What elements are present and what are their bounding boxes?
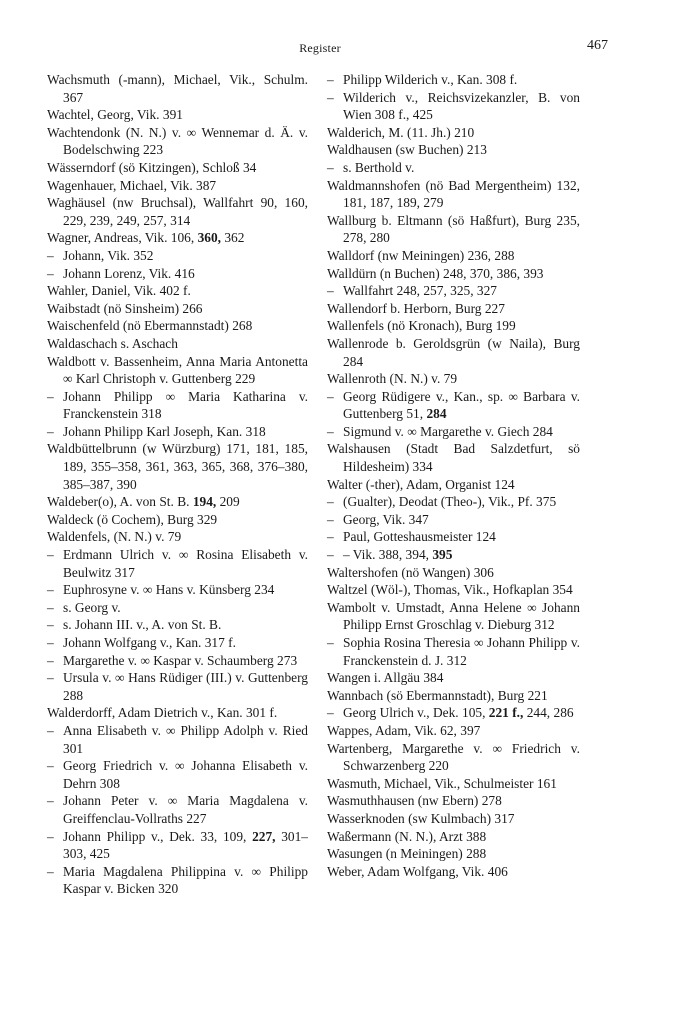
entry-text: Wässerndorf (sö Kitzingen), Schloß 34 (47, 159, 257, 175)
entry-text: Waldbott v. Bassenheim, Anna Maria Antonetta ∞ Karl Christoph v. Guttenberg 229 (47, 353, 308, 387)
index-entry (47, 282, 308, 300)
index-entry: – Anna Elisabeth v. ∞ Philipp Adolph v. Ried 301 (47, 722, 308, 756)
index-entry (327, 740, 580, 775)
index-entry: – Georg Friedrich v. ∞ Johanna Elisabeth v. Dehrn 308 (47, 758, 308, 791)
index-entry (327, 828, 580, 846)
entry-text: Wartenberg, Margarethe v. ∞ Friedrich v. Schwarzenberg 220 (327, 740, 580, 774)
index-entry (327, 775, 580, 793)
index-entry (47, 124, 308, 159)
entry-text: – Vik. 388, 394, (343, 547, 433, 563)
page-header (0, 38, 700, 58)
entry-text: Wasmuthhausen (nw Ebern) 278 (327, 793, 502, 809)
index-entry (327, 476, 580, 494)
index-entry (327, 317, 580, 335)
entry-bold-page: 360, (197, 230, 221, 246)
index-entry: – Paul, Gotteshausmeister 124 (327, 529, 496, 545)
index-entry (47, 300, 308, 318)
index-entry (47, 440, 308, 493)
entry-text: Wahler, Daniel, Vik. 402 f. (47, 283, 191, 299)
entry-text: Waldbüttelbrunn (w Würzburg) 171, 181, 185, 189, 355–358, 361, 363, 365, 368, 376–380, 385–387, 390 (47, 441, 308, 492)
entry-text: Georg Friedrich v. ∞ Johanna Elisabeth v. Dehrn 308 (63, 758, 308, 791)
entry-text: Wappes, Adam, Vik. 62, 397 (327, 722, 481, 738)
index-entry: – Margarethe v. ∞ Kaspar v. Schaumberg 273 (47, 652, 298, 668)
entry-text: Waldenfels, (N. N.) v. 79 (47, 529, 182, 545)
index-column-right (327, 71, 580, 880)
index-entry: – Wilderich v., Reichsvizekanzler, B. von Wien 308 f., 425 (327, 89, 580, 123)
entry-text: Margarethe v. ∞ Kaspar v. Schaumberg 273 (63, 652, 298, 668)
index-entry (47, 317, 308, 335)
running-title: Register (299, 41, 341, 55)
entry-text: Wachsmuth (-mann), Michael, Vik., Schulm. 367 (47, 72, 308, 105)
index-entry: – s. Berthold v. (327, 159, 415, 175)
index-entry (47, 159, 308, 177)
entry-text: Walldorf (nw Meiningen) 236, 288 (327, 247, 515, 263)
entry-bold-page: 221 f., (488, 705, 524, 721)
index-entry: – Euphrosyne v. ∞ Hans v. Künsberg 234 (47, 582, 275, 598)
entry-text: Waldaschach s. Aschach (47, 335, 178, 351)
entry-text: Philipp Wilderich v., Kan. 308 f. (343, 72, 518, 87)
entry-bold-page: 227, (252, 828, 276, 844)
entry-bold-page: 194, (192, 494, 217, 510)
entry-bold-page: 395 (432, 547, 453, 563)
index-entry (327, 212, 580, 247)
entry-text-after: 301–303, 425 (63, 828, 308, 862)
entry-text: Waßermann (N. N.), Arzt 388 (327, 828, 487, 844)
index-entry (47, 528, 308, 546)
index-entry: – Johann Peter v. ∞ Maria Magdalena v. Greiffenclau-Vollraths 227 (47, 793, 308, 826)
entry-text: Waghäusel (nw Bruchsal), Wallfahrt 90, 160, 229, 239, 249, 257, 314 (47, 195, 308, 228)
entry-text: Walderich, M. (11. Jh.) 210 (327, 124, 475, 140)
entry-text: Wannbach (sö Ebermannstadt), Burg 221 (327, 687, 548, 703)
entry-text: Johann Philipp ∞ Maria Katharina v. Franckenstein 318 (63, 388, 308, 422)
index-entry: – Johann, Vik. 352 (47, 247, 154, 263)
entry-text: Wilderich v., Reichsvizekanzler, B. von Wien 308 f., 425 (343, 89, 580, 123)
entry-text: s. Georg v. (63, 599, 121, 615)
entry-text-after: 209 (216, 494, 240, 510)
entry-text: Johann, Vik. 352 (63, 247, 154, 263)
index-entry (47, 511, 308, 529)
index-entry: – Erdmann Ulrich v. ∞ Rosina Elisabeth v. Beulwitz 317 (47, 547, 308, 580)
index-entry (327, 335, 580, 370)
index-entry (47, 335, 308, 353)
entry-text: Wasungen (n Meiningen) 288 (327, 846, 487, 862)
entry-text: Sophia Rosina Theresia ∞ Johann Philipp v. Franckenstein d. J. 312 (343, 635, 580, 668)
entry-text: Waldmannshofen (nö Bad Mergentheim) 132, 181, 187, 189, 279 (327, 177, 580, 211)
entry-text: Waldhausen (sw Buchen) 213 (327, 142, 487, 158)
entry-text: Johann Philipp Karl Joseph, Kan. 318 (63, 423, 266, 439)
index-entry (47, 71, 308, 106)
index-entry: – Johann Philipp Karl Joseph, Kan. 318 (47, 423, 266, 439)
index-entry: – Ursula v. ∞ Hans Rüdiger (III.) v. Guttenberg 288 (47, 670, 308, 703)
index-entry (327, 124, 580, 142)
entry-bold-page: 284 (426, 406, 447, 422)
entry-text: Wasserknoden (sw Kulmbach) 317 (327, 810, 515, 826)
index-entry: – Sigmund v. ∞ Margarethe v. Giech 284 (327, 423, 553, 439)
index-entry: – Georg, Vik. 347 (327, 511, 429, 527)
index-entry (47, 194, 308, 229)
index-entry (47, 177, 308, 195)
index-entry (47, 353, 308, 388)
entry-text: Johann Lorenz, Vik. 416 (63, 265, 195, 281)
index-entry: – Johann Philipp v., Dek. 33, 109, 227, 301–303, 425 (47, 828, 308, 862)
entry-text: (Gualter), Deodat (Theo-), Vik., Pf. 375 (343, 494, 557, 510)
entry-text: Wallenfels (nö Kronach), Burg 199 (327, 318, 516, 334)
entry-text: Walter (-ther), Adam, Organist 124 (327, 476, 515, 492)
entry-text: Johann Peter v. ∞ Maria Magdalena v. Greiffenclau-Vollraths 227 (63, 793, 308, 826)
entry-text: Waldeck (ö Cochem), Burg 329 (47, 511, 218, 527)
entry-text: s. Johann III. v., A. von St. B. (63, 617, 222, 633)
index-entry (327, 370, 580, 388)
entry-text: Wallenroth (N. N.) v. 79 (327, 371, 458, 387)
index-entry (47, 493, 308, 511)
entry-text: Sigmund v. ∞ Margarethe v. Giech 284 (343, 423, 553, 439)
index-entry: – Johann Lorenz, Vik. 416 (47, 265, 195, 281)
entry-text: s. Berthold v. (343, 159, 415, 175)
entry-text: Wangen i. Allgäu 384 (327, 670, 444, 686)
index-entry: – s. Georg v. (47, 599, 121, 615)
entry-text: Waltershofen (nö Wangen) 306 (327, 564, 494, 580)
entry-text: Johann Wolfgang v., Kan. 317 f. (63, 635, 236, 650)
index-entry (327, 792, 580, 810)
index-entry: – Johann Wolfgang v., Kan. 317 f. (47, 635, 236, 650)
index-entry (327, 440, 580, 475)
index-entry: – Maria Magdalena Philippina v. ∞ Philipp Kaspar v. Bicken 320 (47, 863, 308, 897)
entry-text: Anna Elisabeth v. ∞ Philipp Adolph v. Ried 301 (63, 722, 308, 756)
index-entry (327, 669, 580, 687)
entry-text: Weber, Adam Wolfgang, Vik. 406 (327, 863, 508, 879)
entry-text: Waltzel (Wöl-), Thomas, Vik., Hofkaplan 354 (327, 582, 573, 598)
entry-text: Wachtendonk (N. N.) v. ∞ Wennemar d. Ä. v. Bodelschwing 223 (47, 124, 308, 158)
index-entry: – Georg Rüdigere v., Kan., sp. ∞ Barbara v. Guttenberg 51, 284 (327, 388, 580, 422)
index-entry (47, 106, 308, 124)
entry-text: Wagner, Andreas, Vik. 106, (47, 230, 198, 246)
index-entry: – Georg Ulrich v., Dek. 105, 221 f., 244, 286 (327, 705, 574, 721)
entry-text: Wallburg b. Eltmann (sö Haßfurt), Burg 235, 278, 280 (327, 212, 580, 246)
entry-text: Wachtel, Georg, Vik. 391 (47, 107, 183, 123)
index-entry: – Philipp Wilderich v., Kan. 308 f. (327, 72, 518, 87)
entry-text: Johann Philipp v., Dek. 33, 109, (63, 828, 253, 844)
index-entry (327, 300, 580, 318)
entry-text-after: 362 (221, 230, 245, 246)
index-entry: – Sophia Rosina Theresia ∞ Johann Philipp v. Franckenstein d. J. 312 (327, 635, 580, 668)
entry-text: Paul, Gotteshausmeister 124 (343, 529, 496, 545)
index-entry (327, 599, 580, 634)
entry-text: Wallendorf b. Herborn, Burg 227 (327, 300, 505, 316)
entry-text: Wallenrode b. Geroldsgrün (w Naila), Burg 284 (327, 335, 580, 369)
entry-text: Waibstadt (nö Sinsheim) 266 (47, 300, 203, 316)
page-number: 467 (587, 38, 608, 53)
entry-text: Wallfahrt 248, 257, 325, 327 (343, 283, 498, 299)
index-entry (327, 863, 580, 881)
entry-text: Walldürn (n Buchen) 248, 370, 386, 393 (327, 265, 544, 281)
index-entry: – Johann Philipp ∞ Maria Katharina v. Franckenstein 318 (47, 388, 308, 422)
index-entry: – – Vik. 388, 394, 395 (327, 547, 453, 563)
index-entry (327, 564, 580, 582)
entry-text: Walshausen (Stadt Bad Salzdetfurt, sö Hildesheim) 334 (327, 441, 580, 475)
entry-text: Euphrosyne v. ∞ Hans v. Künsberg 234 (63, 582, 275, 598)
entry-text: Erdmann Ulrich v. ∞ Rosina Elisabeth v. Beulwitz 317 (63, 547, 308, 580)
index-entry (47, 704, 308, 722)
index-entry (327, 265, 580, 283)
entry-text: Waldeber(o), A. von St. B. (47, 494, 193, 510)
index-entry (327, 687, 580, 705)
index-entry: – s. Johann III. v., A. von St. B. (47, 617, 222, 633)
index-entry (47, 229, 308, 247)
index-entry (327, 247, 580, 265)
index-entry (327, 177, 580, 212)
index-entry (327, 845, 580, 863)
entry-text: Georg, Vik. 347 (343, 511, 429, 527)
index-entry (327, 141, 580, 159)
index-entry: – Wallfahrt 248, 257, 325, 327 (327, 283, 498, 299)
entry-text: Maria Magdalena Philippina v. ∞ Philipp Kaspar v. Bicken 320 (63, 863, 308, 897)
index-entry (327, 722, 580, 740)
entry-text: Waischenfeld (nö Ebermannstadt) 268 (47, 318, 253, 334)
entry-text: Georg Ulrich v., Dek. 105, (343, 705, 489, 721)
entry-text: Wasmuth, Michael, Vik., Schulmeister 161 (327, 775, 557, 791)
entry-text-after: 244, 286 (523, 705, 574, 721)
entry-text: Walderdorff, Adam Dietrich v., Kan. 301 f. (47, 705, 278, 721)
index-entry: – (Gualter), Deodat (Theo-), Vik., Pf. 375 (327, 494, 557, 510)
index-entry (327, 581, 580, 599)
index-column-left (47, 71, 308, 898)
entry-text: Wambolt v. Umstadt, Anna Helene ∞ Johann Philipp Ernst Groschlag v. Dieburg 312 (327, 599, 580, 633)
index-entry (327, 810, 580, 828)
entry-text: Georg Rüdigere v., Kan., sp. ∞ Barbara v. Guttenberg 51, (343, 388, 580, 422)
entry-text: Ursula v. ∞ Hans Rüdiger (III.) v. Guttenberg 288 (63, 670, 308, 703)
entry-text: Wagenhauer, Michael, Vik. 387 (47, 177, 217, 193)
